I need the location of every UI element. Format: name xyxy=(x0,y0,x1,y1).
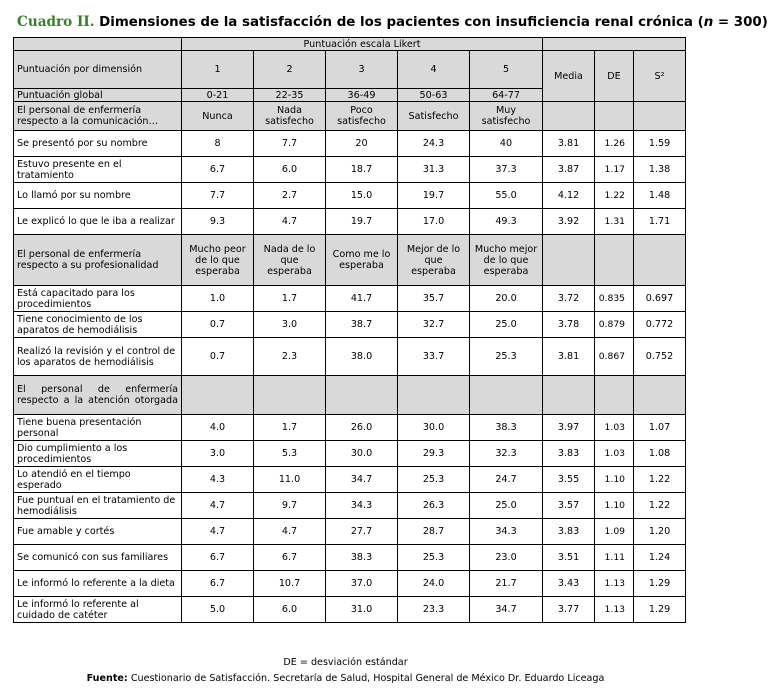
value-cell: 4.7 xyxy=(254,209,326,235)
value-cell: 25.3 xyxy=(398,545,470,571)
section-header-row xyxy=(14,376,686,415)
row-label: Fue amable y cortés xyxy=(14,519,182,545)
de-cell: 1.13 xyxy=(595,571,634,597)
value-cell: 23.0 xyxy=(470,545,543,571)
value-cell: 1.0 xyxy=(182,286,254,312)
header-corner xyxy=(14,38,182,51)
value-cell: 30.0 xyxy=(326,441,398,467)
value-cell: 17.0 xyxy=(398,209,470,235)
de-cell: 1.03 xyxy=(595,415,634,441)
row-label: Estuvo presente en el tratamiento xyxy=(14,157,182,183)
media-cell: 3.77 xyxy=(543,597,595,623)
scale-label: Nada satisfecho xyxy=(254,102,326,131)
table-row xyxy=(14,545,686,571)
value-cell: 30.0 xyxy=(398,415,470,441)
value-cell: 10.7 xyxy=(254,571,326,597)
value-cell: 7.7 xyxy=(182,183,254,209)
value-cell: 1.7 xyxy=(254,415,326,441)
value-cell: 4.7 xyxy=(182,519,254,545)
value-cell: 4.7 xyxy=(254,519,326,545)
media-cell: 3.51 xyxy=(543,545,595,571)
source-text: Cuestionario de Satisfacción. Secretaría de Salud, Hospital General de México Dr. Eduardo Liceaga xyxy=(127,673,605,684)
range-1: 0-21 xyxy=(182,89,254,102)
value-cell: 9.3 xyxy=(182,209,254,235)
row-label: Lo llamó por su nombre xyxy=(14,183,182,209)
title-text: Dimensiones de la satisfacción de los pacientes con insuficiencia renal crónica ( xyxy=(99,15,704,30)
value-cell: 32.3 xyxy=(470,441,543,467)
row-label: Le explicó lo que le iba a realizar xyxy=(14,209,182,235)
scale-label: Poco satisfecho xyxy=(326,102,398,131)
range-4: 50-63 xyxy=(398,89,470,102)
value-cell: 4.0 xyxy=(182,415,254,441)
value-cell: 6.0 xyxy=(254,597,326,623)
media-cell: 3.83 xyxy=(543,441,595,467)
de-cell: 1.10 xyxy=(595,493,634,519)
value-cell: 24.7 xyxy=(470,467,543,493)
likert-col-1: 1 xyxy=(182,51,254,89)
de-cell: 1.22 xyxy=(595,183,634,209)
scale-label xyxy=(254,376,326,415)
de-cell: 1.13 xyxy=(595,597,634,623)
section-media-blank xyxy=(543,102,595,131)
section-s2-blank xyxy=(634,102,686,131)
value-cell: 38.7 xyxy=(326,312,398,338)
value-cell: 34.7 xyxy=(470,597,543,623)
table-row xyxy=(14,209,686,235)
media-cell: 3.81 xyxy=(543,131,595,157)
de-cell: 1.31 xyxy=(595,209,634,235)
scale-label: Muy satisfecho xyxy=(470,102,543,131)
s2-cell: 0.752 xyxy=(634,338,686,376)
s2-header: S² xyxy=(634,51,686,102)
media-cell: 3.72 xyxy=(543,286,595,312)
de-cell: 1.11 xyxy=(595,545,634,571)
media-cell: 3.81 xyxy=(543,338,595,376)
value-cell: 19.7 xyxy=(326,209,398,235)
media-cell: 3.83 xyxy=(543,519,595,545)
value-cell: 37.0 xyxy=(326,571,398,597)
value-cell: 31.3 xyxy=(398,157,470,183)
scale-label xyxy=(326,376,398,415)
table-container xyxy=(13,10,768,684)
row-label: Se presentó por su nombre xyxy=(14,131,182,157)
value-cell: 55.0 xyxy=(470,183,543,209)
value-cell: 21.7 xyxy=(470,571,543,597)
value-cell: 2.3 xyxy=(254,338,326,376)
scale-label: Nada de lo que esperaba xyxy=(254,235,326,286)
table-row xyxy=(14,519,686,545)
section-s2-blank xyxy=(634,376,686,415)
likert-col-4: 4 xyxy=(398,51,470,89)
scale-label: Nunca xyxy=(182,102,254,131)
de-header: DE xyxy=(595,51,634,102)
de-cell: 1.10 xyxy=(595,467,634,493)
row-label: Dio cumplimiento a los procedimientos xyxy=(14,441,182,467)
value-cell: 0.7 xyxy=(182,312,254,338)
header-row-likert xyxy=(14,38,686,51)
value-cell: 41.7 xyxy=(326,286,398,312)
value-cell: 24.0 xyxy=(398,571,470,597)
s2-cell: 1.08 xyxy=(634,441,686,467)
row-label: Le informó lo referente al cuidado de catéter xyxy=(14,597,182,623)
likert-col-5: 5 xyxy=(470,51,543,89)
media-cell: 3.57 xyxy=(543,493,595,519)
value-cell: 0.7 xyxy=(182,338,254,376)
media-cell: 4.12 xyxy=(543,183,595,209)
media-cell: 3.97 xyxy=(543,415,595,441)
row-label: Está capacitado para los procedimientos xyxy=(14,286,182,312)
s2-cell: 1.38 xyxy=(634,157,686,183)
value-cell: 5.0 xyxy=(182,597,254,623)
s2-cell: 1.29 xyxy=(634,571,686,597)
value-cell: 4.7 xyxy=(182,493,254,519)
value-cell: 20.0 xyxy=(470,286,543,312)
value-cell: 49.3 xyxy=(470,209,543,235)
value-cell: 11.0 xyxy=(254,467,326,493)
likert-col-3: 3 xyxy=(326,51,398,89)
value-cell: 4.3 xyxy=(182,467,254,493)
value-cell: 32.7 xyxy=(398,312,470,338)
value-cell: 34.3 xyxy=(326,493,398,519)
media-cell: 3.78 xyxy=(543,312,595,338)
likert-header: Puntuación escala Likert xyxy=(182,38,543,51)
source-label: Fuente: xyxy=(86,673,128,684)
section-media-blank xyxy=(543,235,595,286)
row-label: Fue puntual en el tratamiento de hemodiálisis xyxy=(14,493,182,519)
s2-cell: 1.24 xyxy=(634,545,686,571)
value-cell: 15.0 xyxy=(326,183,398,209)
s2-cell: 1.07 xyxy=(634,415,686,441)
value-cell: 7.7 xyxy=(254,131,326,157)
table-row xyxy=(14,157,686,183)
value-cell: 18.7 xyxy=(326,157,398,183)
table-row xyxy=(14,493,686,519)
footnote-source xyxy=(0,673,691,684)
section-header-row xyxy=(14,102,686,131)
value-cell: 25.0 xyxy=(470,312,543,338)
table-row xyxy=(14,467,686,493)
media-cell: 3.43 xyxy=(543,571,595,597)
table-row xyxy=(14,415,686,441)
value-cell: 24.3 xyxy=(398,131,470,157)
section-label: El personal de enfermería respecto a la comunicación… xyxy=(14,102,182,131)
scale-label xyxy=(398,376,470,415)
value-cell: 23.3 xyxy=(398,597,470,623)
section-label: El personal de enfermería respecto a la atención otorgada xyxy=(14,376,182,415)
value-cell: 34.3 xyxy=(470,519,543,545)
value-cell: 38.0 xyxy=(326,338,398,376)
s2-cell: 1.48 xyxy=(634,183,686,209)
value-cell: 35.7 xyxy=(398,286,470,312)
range-3: 36-49 xyxy=(326,89,398,102)
header-row-dimension xyxy=(14,51,686,89)
scale-label xyxy=(182,376,254,415)
row-label: Lo atendió en el tiempo esperado xyxy=(14,467,182,493)
value-cell: 6.7 xyxy=(182,545,254,571)
value-cell: 5.3 xyxy=(254,441,326,467)
section-media-blank xyxy=(543,376,595,415)
value-cell: 38.3 xyxy=(470,415,543,441)
table-number: Cuadro II. xyxy=(17,14,95,30)
value-cell: 31.0 xyxy=(326,597,398,623)
value-cell: 37.3 xyxy=(470,157,543,183)
media-header: Media xyxy=(543,51,595,102)
de-cell: 0.835 xyxy=(595,286,634,312)
title-n-value: = 300) xyxy=(713,15,768,30)
de-cell: 1.09 xyxy=(595,519,634,545)
value-cell: 34.7 xyxy=(326,467,398,493)
s2-cell: 1.22 xyxy=(634,493,686,519)
value-cell: 29.3 xyxy=(398,441,470,467)
value-cell: 6.0 xyxy=(254,157,326,183)
table-row xyxy=(14,338,686,376)
scale-label: Mucho mejor de lo que esperaba xyxy=(470,235,543,286)
value-cell: 33.7 xyxy=(398,338,470,376)
media-cell: 3.55 xyxy=(543,467,595,493)
scale-label: Mejor de lo que esperaba xyxy=(398,235,470,286)
table-row xyxy=(14,312,686,338)
table-row xyxy=(14,131,686,157)
value-cell: 19.7 xyxy=(398,183,470,209)
s2-cell: 0.772 xyxy=(634,312,686,338)
row-label: Tiene conocimiento de los aparatos de hemodiálisis xyxy=(14,312,182,338)
s2-cell: 0.697 xyxy=(634,286,686,312)
global-label: Puntuación global xyxy=(14,89,182,102)
header-top-right xyxy=(543,38,686,51)
section-de-blank xyxy=(595,102,634,131)
value-cell: 26.0 xyxy=(326,415,398,441)
range-2: 22-35 xyxy=(254,89,326,102)
table-row xyxy=(14,286,686,312)
value-cell: 28.7 xyxy=(398,519,470,545)
value-cell: 38.3 xyxy=(326,545,398,571)
table-row xyxy=(14,597,686,623)
value-cell: 8 xyxy=(182,131,254,157)
dimension-label: Puntuación por dimensión xyxy=(14,51,182,89)
satisfaction-table xyxy=(13,37,686,623)
row-label: Le informó lo referente a la dieta xyxy=(14,571,182,597)
s2-cell: 1.22 xyxy=(634,467,686,493)
value-cell: 9.7 xyxy=(254,493,326,519)
range-5: 64-77 xyxy=(470,89,543,102)
title-n: n xyxy=(703,15,714,30)
de-cell: 1.03 xyxy=(595,441,634,467)
de-cell: 1.26 xyxy=(595,131,634,157)
value-cell: 40 xyxy=(470,131,543,157)
scale-label: Satisfecho xyxy=(398,102,470,131)
section-header-row xyxy=(14,235,686,286)
likert-col-2: 2 xyxy=(254,51,326,89)
row-label: Se comunicó con sus familiares xyxy=(14,545,182,571)
value-cell: 25.3 xyxy=(398,467,470,493)
s2-cell: 1.71 xyxy=(634,209,686,235)
scale-label: Como me lo esperaba xyxy=(326,235,398,286)
value-cell: 26.3 xyxy=(398,493,470,519)
de-cell: 1.17 xyxy=(595,157,634,183)
row-label: Tiene buena presentación personal xyxy=(14,415,182,441)
value-cell: 3.0 xyxy=(182,441,254,467)
value-cell: 27.7 xyxy=(326,519,398,545)
scale-label xyxy=(470,376,543,415)
section-label: El personal de enfermería respecto a su profesionalidad xyxy=(14,235,182,286)
value-cell: 6.7 xyxy=(182,571,254,597)
media-cell: 3.87 xyxy=(543,157,595,183)
value-cell: 2.7 xyxy=(254,183,326,209)
media-cell: 3.92 xyxy=(543,209,595,235)
section-de-blank xyxy=(595,235,634,286)
table-row xyxy=(14,441,686,467)
value-cell: 25.3 xyxy=(470,338,543,376)
value-cell: 6.7 xyxy=(254,545,326,571)
s2-cell: 1.20 xyxy=(634,519,686,545)
row-label: Realizó la revisión y el control de los aparatos de hemodiálisis xyxy=(14,338,182,376)
scale-label: Mucho peor de lo que esperaba xyxy=(182,235,254,286)
table-row xyxy=(14,183,686,209)
value-cell: 3.0 xyxy=(254,312,326,338)
s2-cell: 1.59 xyxy=(634,131,686,157)
de-cell: 0.879 xyxy=(595,312,634,338)
value-cell: 20 xyxy=(326,131,398,157)
section-de-blank xyxy=(595,376,634,415)
value-cell: 1.7 xyxy=(254,286,326,312)
value-cell: 25.0 xyxy=(470,493,543,519)
footnote-de: DE = desviación estándar xyxy=(283,657,408,668)
section-s2-blank xyxy=(634,235,686,286)
s2-cell: 1.29 xyxy=(634,597,686,623)
de-cell: 0.867 xyxy=(595,338,634,376)
table-row xyxy=(14,571,686,597)
value-cell: 6.7 xyxy=(182,157,254,183)
table-title xyxy=(13,10,768,37)
